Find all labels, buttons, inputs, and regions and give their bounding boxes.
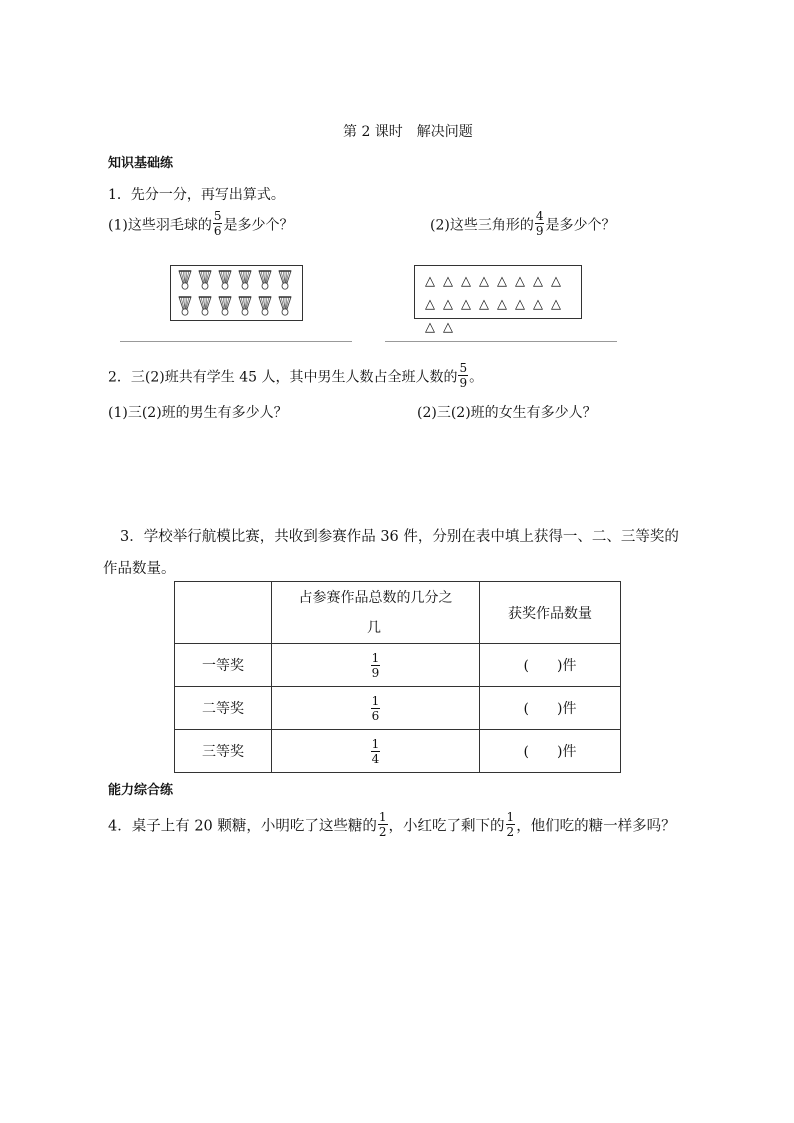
fraction-denominator: 9 [535, 224, 544, 238]
section-heading-basic: 知识基础练 [108, 156, 174, 171]
shuttlecock-icon [278, 296, 292, 316]
shuttlecock-icon [238, 270, 252, 290]
award-fraction [371, 652, 381, 679]
shuttlecock-grid [175, 270, 299, 316]
triangle-icon: △ [515, 274, 525, 289]
fraction-denominator: 2 [506, 825, 515, 839]
table-header-count: 获奖作品数量 [480, 582, 621, 644]
triangle-icon: △ [479, 297, 489, 312]
q4-part-c: ，他们吃的糖一样多吗？ [516, 818, 676, 835]
award-count-answer[interactable]: ( )件 [480, 644, 621, 687]
triangle-icon: △ [497, 274, 507, 289]
fraction-numerator: 4 [535, 209, 544, 223]
q1-part2-suffix: 是多少个？ [545, 217, 616, 234]
shuttlecock-icon [178, 270, 192, 290]
fraction-numerator: 1 [378, 810, 387, 824]
fraction-denominator: 2 [378, 825, 387, 839]
award-count-answer[interactable]: ( )件 [480, 687, 621, 730]
triangle-icon: △ [515, 297, 525, 312]
fraction-denominator: 9 [459, 376, 468, 390]
q4-part-b: ，小红吃了剩下的 [388, 818, 505, 835]
shuttlecock-icon [178, 296, 192, 316]
award-label: 三等奖 [175, 730, 272, 773]
question-1-part-2 [430, 209, 616, 239]
shuttlecock-box [170, 265, 303, 321]
question-3-line-2: 作品数量。 [103, 561, 176, 577]
section-heading-advanced: 能力综合练 [108, 783, 174, 798]
q2-text-suffix: 。 [469, 369, 484, 386]
question-2-text [108, 361, 484, 391]
table-header-fraction-line-2: 几 [367, 619, 381, 636]
shuttlecock-icon [198, 270, 212, 290]
fraction-four-ninths [535, 210, 545, 237]
award-fraction [371, 738, 381, 765]
triangle-icon: △ [551, 274, 561, 289]
award-fraction-cell [272, 730, 480, 773]
question-2-part-1: (1)三(2)班的男生有多少人？ [108, 405, 288, 421]
question-4-text [108, 810, 676, 840]
shuttlecock-icon [278, 270, 292, 290]
answer-line-q1-part-2[interactable] [385, 341, 617, 342]
triangle-icon: △ [461, 297, 471, 312]
triangle-icon: △ [443, 320, 453, 335]
q2-text-prefix: 2．三(2)班共有学生 45 人，其中男生人数占全班人数的 [108, 369, 458, 386]
question-1-part-1 [108, 209, 294, 239]
shuttlecock-icon [238, 296, 252, 316]
fraction-five-ninths [458, 362, 468, 389]
table-row [175, 644, 621, 687]
triangle-grid [421, 275, 581, 334]
triangle-icon: △ [479, 274, 489, 289]
q1-part2-prefix: (2)这些三角形的 [430, 217, 534, 234]
shuttlecock-icon [198, 296, 212, 316]
table-row [175, 687, 621, 730]
question-3-line-1: 3．学校举行航模比赛，共收到参赛作品 36 件，分别在表中填上获得一、二、三等奖的 [120, 529, 679, 545]
table-header-fraction-line-1: 占参赛作品总数的几分之 [298, 589, 453, 606]
q1-part1-prefix: (1)这些羽毛球的 [108, 217, 212, 234]
fraction-numerator: 5 [213, 209, 222, 223]
triangle-icon: △ [425, 274, 435, 289]
shuttlecock-icon [258, 270, 272, 290]
fraction-one-half [506, 811, 516, 838]
q1-part1-suffix: 是多少个？ [223, 217, 294, 234]
question-2-part-2: (2)三(2)班的女生有多少人？ [417, 405, 597, 421]
triangle-icon: △ [551, 297, 561, 312]
triangle-icon: △ [533, 274, 543, 289]
table-header-fraction [272, 582, 480, 644]
fraction-denominator: 6 [371, 708, 380, 723]
fraction-numerator: 1 [371, 693, 380, 708]
table-header-row [175, 582, 621, 644]
award-fraction-cell [272, 644, 480, 687]
fraction-numerator: 1 [506, 810, 515, 824]
shuttlecock-icon [218, 296, 232, 316]
fraction-numerator: 1 [371, 650, 380, 665]
q4-part-a: 4．桌子上有 20 颗糖，小明吃了这些糖的 [108, 818, 377, 835]
fraction-five-sixths [213, 210, 223, 237]
triangle-box [414, 265, 582, 335]
triangle-icon: △ [497, 297, 507, 312]
triangle-icon: △ [461, 274, 471, 289]
fraction-denominator: 4 [371, 751, 380, 766]
fraction-denominator: 9 [371, 665, 380, 680]
award-fraction-cell [272, 687, 480, 730]
table-row [175, 730, 621, 773]
triangle-icon: △ [533, 297, 543, 312]
answer-line-q1-part-1[interactable] [120, 341, 352, 342]
award-count-answer[interactable]: ( )件 [480, 730, 621, 773]
triangle-icon: △ [443, 274, 453, 289]
award-label: 二等奖 [175, 687, 272, 730]
fraction-numerator: 5 [459, 361, 468, 375]
triangle-icon: △ [443, 297, 453, 312]
question-1-text: 1．先分一分，再写出算式。 [108, 187, 285, 203]
shuttlecock-icon [218, 270, 232, 290]
triangle-icon: △ [425, 297, 435, 312]
fraction-numerator: 1 [371, 736, 380, 751]
award-label: 一等奖 [175, 644, 272, 687]
awards-table [174, 581, 621, 773]
award-fraction [371, 695, 381, 722]
fraction-denominator: 6 [213, 224, 222, 238]
triangle-icon: △ [425, 320, 435, 335]
table-header-empty [175, 582, 272, 644]
page-title: 第 2 课时 解决问题 [343, 124, 473, 140]
shuttlecock-icon [258, 296, 272, 316]
fraction-one-half [378, 811, 388, 838]
